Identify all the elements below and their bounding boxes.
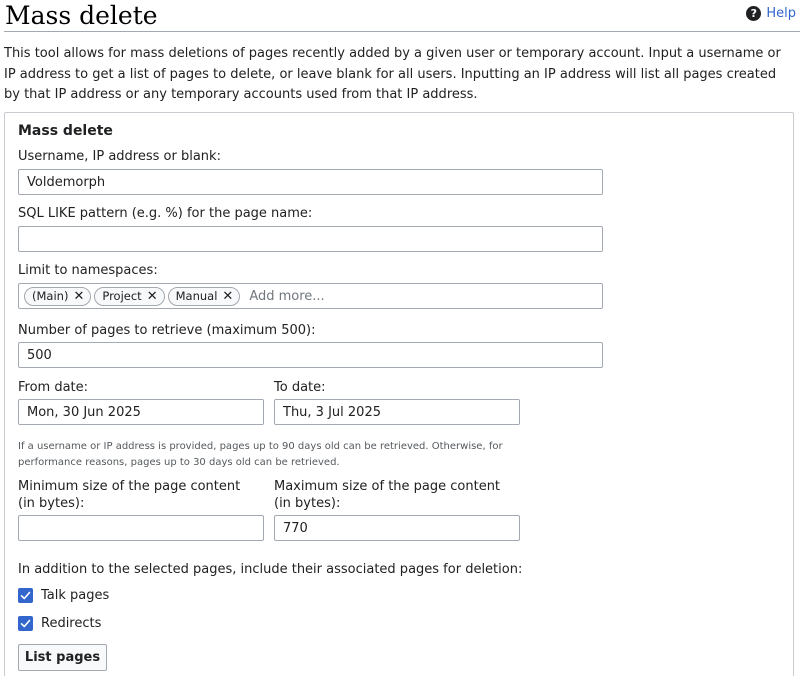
remove-tag-icon[interactable]: ✕ bbox=[222, 288, 234, 304]
redirects-label: Redirects bbox=[41, 616, 102, 631]
talk-pages-checkbox[interactable] bbox=[18, 588, 33, 603]
max-size-input[interactable] bbox=[274, 515, 520, 541]
checkmark-icon bbox=[20, 618, 31, 629]
pattern-label: SQL LIKE pattern (e.g. %) for the page name: bbox=[18, 206, 313, 221]
namespace-tag bbox=[168, 287, 241, 306]
redirects-checkbox[interactable] bbox=[18, 616, 33, 631]
max-size-value: 770 bbox=[283, 520, 308, 536]
from-date-label: From date: bbox=[18, 380, 89, 395]
talk-pages-label: Talk pages bbox=[41, 588, 110, 603]
to-date-input[interactable] bbox=[274, 399, 520, 425]
min-size-input[interactable] bbox=[18, 515, 264, 541]
talk-pages-option bbox=[18, 588, 109, 603]
title-divider bbox=[4, 31, 800, 32]
checkmark-icon bbox=[20, 590, 31, 601]
page-title: Mass delete bbox=[5, 1, 158, 30]
min-size-label: Minimum size of the page content (in bytes): bbox=[18, 479, 241, 511]
max-size-label: Maximum size of the page content (in bytes): bbox=[274, 479, 501, 511]
username-value: Voldemorph bbox=[27, 174, 106, 190]
username-input[interactable] bbox=[18, 169, 603, 195]
redirects-option bbox=[18, 616, 101, 631]
namespaces-add-more[interactable]: Add more... bbox=[249, 288, 325, 304]
namespace-tag bbox=[24, 287, 91, 306]
limit-value: 500 bbox=[27, 347, 52, 363]
associated-pages-label: In addition to the selected pages, include their associated pages for deletion: bbox=[18, 562, 523, 577]
limit-label: Number of pages to retrieve (maximum 500): bbox=[18, 323, 316, 338]
form-legend: Mass delete bbox=[18, 123, 113, 139]
namespace-tag-label: Project bbox=[102, 289, 142, 303]
namespace-tag-label: (Main) bbox=[32, 289, 69, 303]
namespace-tag-label: Manual bbox=[175, 289, 218, 303]
mass-delete-form bbox=[4, 112, 794, 676]
namespaces-input[interactable] bbox=[18, 283, 603, 309]
from-date-value: Mon, 30 Jun 2025 bbox=[27, 404, 141, 420]
pattern-input[interactable] bbox=[18, 226, 603, 252]
namespace-tag bbox=[94, 287, 164, 306]
limit-input[interactable] bbox=[18, 342, 603, 368]
help-icon: ? bbox=[746, 6, 761, 21]
date-help-note: If a username or IP address is provided, pages up to 90 days old can be retrieved. Otherwise, for performance reasons, pages up to 30 days old can be retrieved. bbox=[18, 441, 503, 468]
remove-tag-icon[interactable]: ✕ bbox=[73, 288, 85, 304]
help-link[interactable] bbox=[746, 6, 796, 21]
to-date-value: Thu, 3 Jul 2025 bbox=[283, 404, 381, 420]
help-label: Help bbox=[766, 6, 796, 21]
namespaces-label: Limit to namespaces: bbox=[18, 263, 158, 278]
from-date-input[interactable] bbox=[18, 399, 264, 425]
remove-tag-icon[interactable]: ✕ bbox=[146, 288, 158, 304]
list-pages-button[interactable]: List pages bbox=[18, 644, 107, 671]
intro-text: This tool allows for mass deletions of pages recently added by a given user or temporary account. Input a username or IP address to get a list of pages to delete, or leave blank for all users. Inputting an IP address will list all pages created by that IP address or any temporary accounts used from that IP address. bbox=[4, 46, 781, 102]
to-date-label: To date: bbox=[274, 380, 326, 395]
username-label: Username, IP address or blank: bbox=[18, 149, 221, 164]
